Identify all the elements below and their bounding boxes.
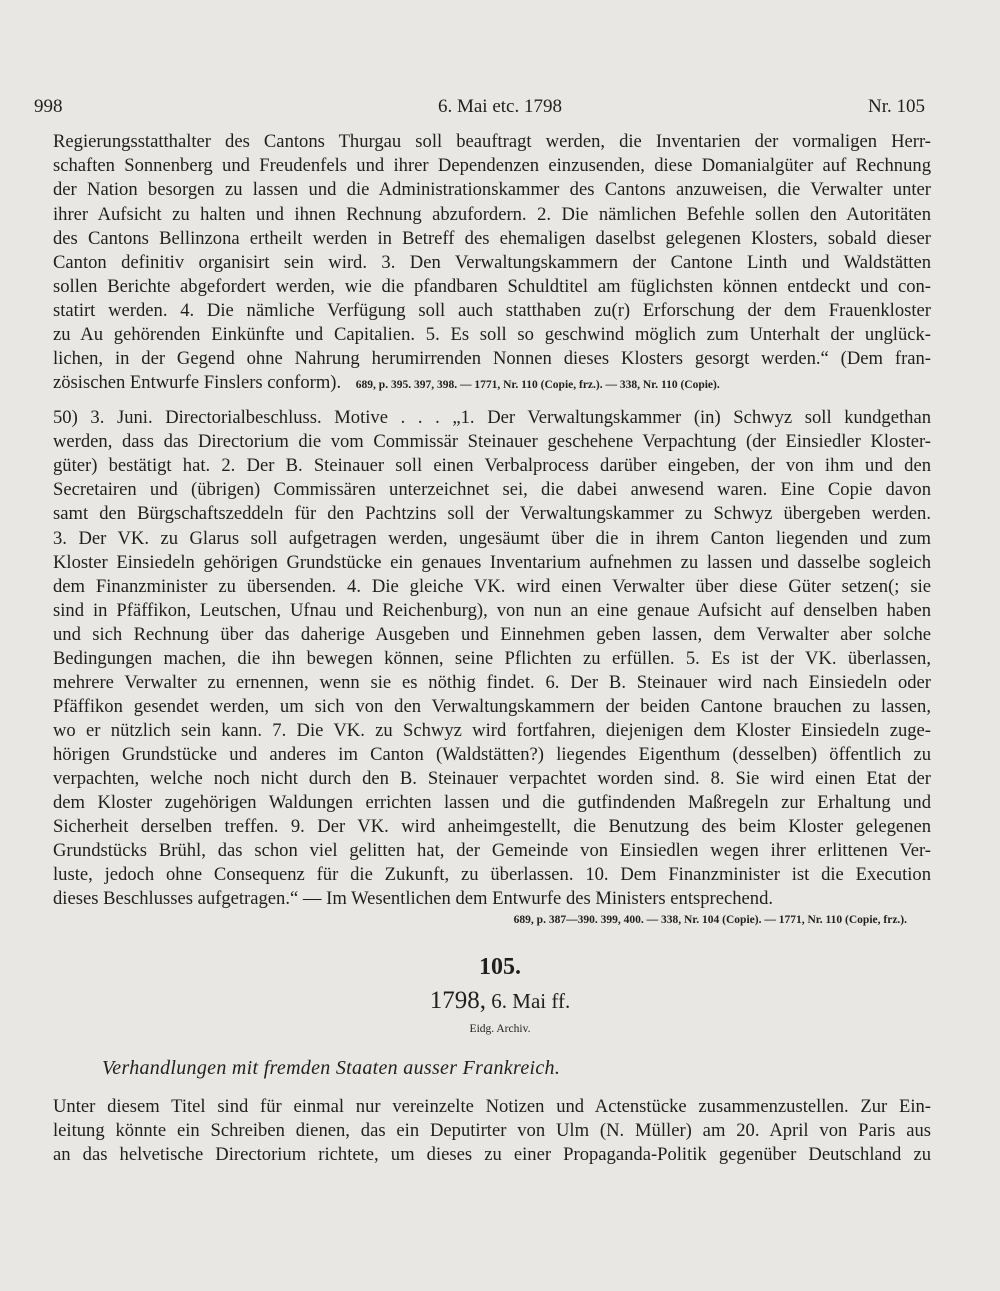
section-date [0,987,1000,1015]
text-line: Sicherheit derselben treffen. 9. Der VK. wird anheimgestellt, die Benutzung des beim Kloster gelegenen [53,816,931,837]
text-line: wo er nützlich sein kann. 7. Die VK. zu Schwyz wird fortfahren, diejenigen dem Kloster Einsiedeln zuge- [53,720,931,741]
page-header [0,96,1000,122]
section-source: Eidg. Archiv. [469,1023,531,1035]
text-line: ihrer Aufsicht zu halten und ihnen Rechnung abzufordern. 2. Die nämlichen Befehle sollen den Autoritäten [53,204,931,225]
text-line: samt den Bürgschaftszeddeln für den Pachtzins soll der Verwaltungskammer zu Schwyz übergeben werden. [53,503,931,524]
section-year: 1798, [429,987,487,1014]
text-line: hörigen Grundstücke und anderes im Canton (Waldstätten?) liegendes Eigenthum (desselben) öffentlich zu [53,744,931,765]
section-number: 105. [479,954,521,980]
entry-number: Nr. 105 [868,96,925,117]
text-line: schaften Sonnenberg und Freudenfels und ihrer Dependenzen einzusenden, diese Domanialgüter auf Rechnung [53,155,931,176]
text-line [53,371,931,395]
archival-reference: 689, p. 395. 397, 398. — 1771, Nr. 110 (Copie, frz.). — 338, Nr. 110 (Copie). [355,379,720,391]
archival-reference: 689, p. 387—390. 399, 400. — 338, Nr. 104 (Copie). — 1771, Nr. 110 (Copie, frz.). [513,914,907,926]
page-number: 998 [34,96,63,117]
text-line: sind in Pfäffikon, Leutschen, Ufnau und Reichenburg), von nun an eine genaue Aufsicht auf denselben haben [53,600,931,621]
text-line: werden, dass das Directorium die vom Commissär Steinauer geschehene Verpachtung (der Einsiedler Kloster- [53,431,931,452]
text-line: luste, jedoch ohne Consequenz für die Zukunft, zu überlassen. 10. Dem Finanzminister ist die Execution [53,864,931,885]
text-line: der Nation besorgen zu lassen und die Administrationskammer des Cantons anzuweisen, die Verwalter unter [53,179,931,200]
text-line: statirt werden. 4. Die nämliche Verfügung soll auch statthaben zu(r) Erforschung der dem Frauenkloster [53,300,931,321]
text-line: dem Kloster zugehörigen Waldungen errichten lassen und die gutfindenden Maßregeln zur Erhaltung und [53,792,931,813]
text-line: und sich Rechnung über das daherige Ausgeben und Einnehmen geben lassen, dem Verwalter aber solche [53,624,931,645]
text-line: Bedingungen machen, die ihn bewegen können, seine Pflichten zu erfüllen. 5. Es ist der VK. überlassen, [53,648,931,669]
text-line: an das helvetische Directorium richtete, um dieses zu einer Propaganda-Politik gegenüber Deutschland zu [53,1144,931,1165]
text-line: 50) 3. Juni. Directorialbeschluss. Motive . . . „1. Der Verwaltungskammer (in) Schwyz soll kundgethan [53,407,931,428]
text-line: güter) bestätigt hat. 2. Der B. Steinauer soll einen Verbalprocess darüber eingeben, der von ihm und den [53,455,931,476]
text-line: verpachten, welche noch nicht durch den B. Steinauer verpachtet worden sind. 8. Sie wird einen Etat der [53,768,931,789]
text-line: Grundstücks Brühl, das schon viel gelitten hat, der Gemeinde von Einsiedlen wegen ihrer erlittenen Ver- [53,840,931,861]
text-line: Kloster Einsiedeln gehörigen Grundstücke ein genaues Inventarium aufnehmen zu lassen und dasselbe sogleich [53,552,931,573]
text-line: mehrere Verwalter zu ernennen, wenn sie es nöthig findet. 6. Der B. Steinauer wird nach Einsiedeln oder [53,672,931,693]
text-line: leitung könnte ein Schreiben dienen, das ein Deputirter von Ulm (N. Müller) am 20. April von Paris aus [53,1120,931,1141]
text-line: Pfäffikon gesendet werden, um sich von den Verwaltungskammern der beiden Cantone brauchen zu lassen, [53,696,931,717]
text-line: 3. Der VK. zu Glarus soll aufgetragen werden, ungesäumt über die in ihrem Canton liegenden und zum [53,528,931,549]
text-line: des Cantons Bellinzona ertheilt werden in Betreff des ehemaligen daselbst gelegenen Klosters, sobald dieser [53,228,931,249]
text-line: Canton definitiv organisirt sein wird. 3. Den Verwaltungskammern der Cantone Linth und Waldstätten [53,252,931,273]
text-line: Unter diesem Titel sind für einmal nur vereinzelte Notizen und Actenstücke zusammenzustellen. Zur Ein- [53,1096,931,1117]
text-line: dieses Beschlusses aufgetragen.“ — Im Wesentlichen dem Entwurfe des Ministers entsprechend. [53,888,774,909]
paragraph-end-text: zösischen Entwurfe Finslers conform). [53,372,342,393]
text-line: Regierungsstatthalter des Cantons Thurgau soll beauftragt werden, die Inventarien der vormaligen Herr- [53,131,931,152]
running-title: 6. Mai etc. 1798 [437,96,562,117]
text-line: zu Au gehörenden Einkünfte und Capitalien. 5. Es soll so geschwind möglich zum Unterhalt der unglück- [53,324,931,345]
text-line: lichen, in der Gegend ohne Nahrung herumirrenden Nonnen dieses Klosters gesorgt werden.“ (Dem fran- [53,348,931,369]
section-day: 6. Mai ff. [491,989,571,1013]
text-line: Secretairen und (übrigen) Commissären unterzeichnet sei, die dabei anwesend waren. Eine Copie davon [53,479,931,500]
section-title: Verhandlungen mit fremden Staaten ausser Frankreich. [102,1057,561,1079]
text-line: sollen Berichte abgefordert werden, wie die pfandbaren Schuldtitel am füglichsten können entdeckt und con- [53,276,931,297]
text-line: dem Finanzminister zu übersenden. 4. Die gleiche VK. wird einen Verwalter über diese Güter setzen(; sie [53,576,931,597]
